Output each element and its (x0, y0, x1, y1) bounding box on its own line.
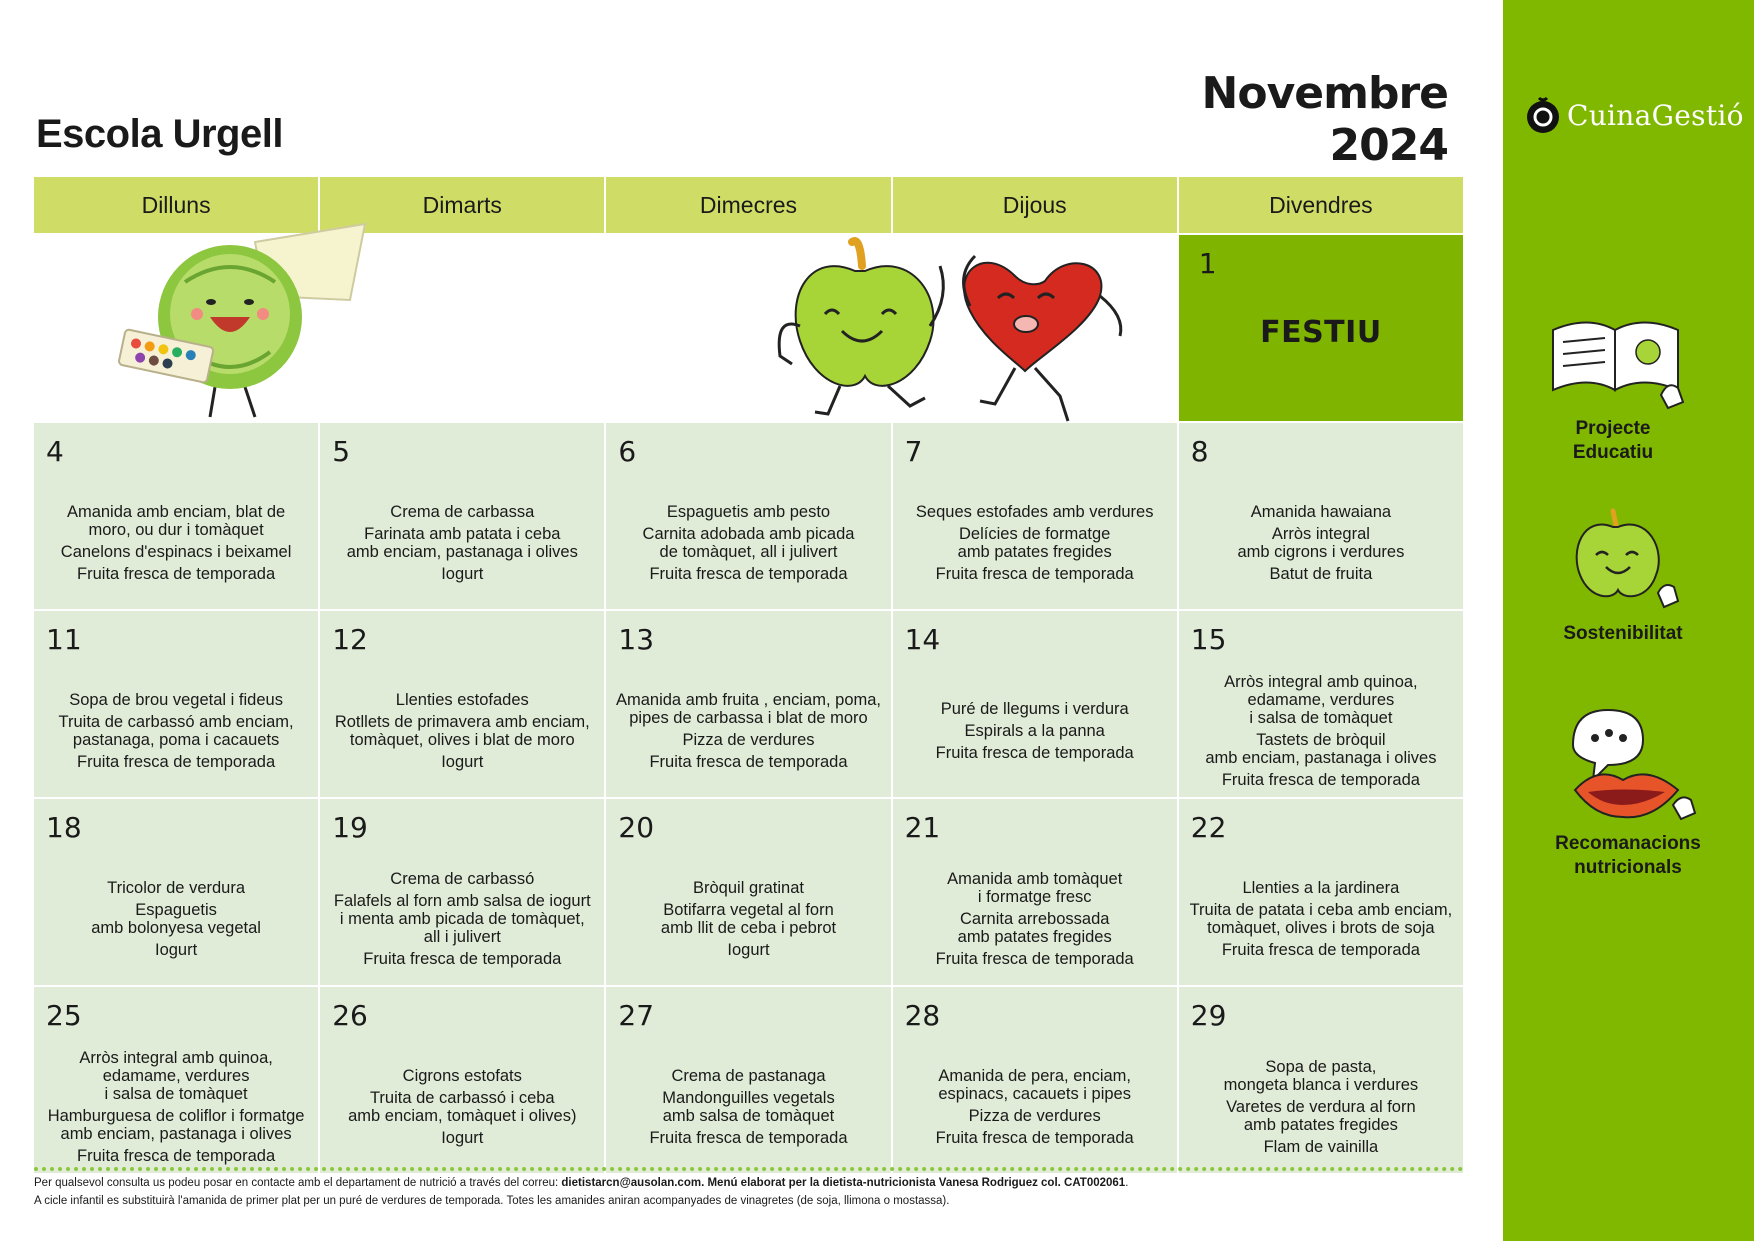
day-menu (34, 483, 318, 603)
day-cell (1179, 611, 1463, 797)
sostenibilitat-link[interactable] (1548, 505, 1698, 646)
day-menu (893, 1047, 1177, 1167)
menu-dish: Fruita fresca de temporada (935, 744, 1134, 762)
day-header-wednesday: Dimecres (606, 177, 890, 233)
day-number: 15 (1190, 623, 1227, 656)
day-menu (320, 859, 604, 979)
menu-dish: Pizza de verdures (682, 731, 815, 749)
menu-dish: Delícies de formatge amb patates fregides (957, 525, 1112, 561)
recomanacions-link[interactable] (1543, 705, 1713, 880)
menu-dish: Sopa de pasta, mongeta blanca i verdures (1223, 1058, 1419, 1094)
day-cell (320, 611, 604, 797)
projecte-label-2: Educatiu (1572, 442, 1654, 463)
day-cell (606, 423, 890, 609)
menu-dish: Tricolor de verdura (107, 879, 246, 897)
day-number: 21 (904, 811, 941, 844)
menu-dish: Rotllets de primavera amb enciam, tomàquet, olives i blat de moro (334, 713, 590, 749)
day-cell (34, 611, 318, 797)
mouth-speech-icon (1553, 705, 1703, 825)
recomanacions-label-2: nutricionals (1574, 857, 1682, 878)
day-cell (893, 799, 1177, 985)
year: 2024 (1329, 120, 1448, 171)
day-menu (320, 1047, 604, 1167)
menu-dish: Fruita fresca de temporada (649, 565, 848, 583)
footer-divider (34, 1167, 1464, 1171)
day-header-monday: Dilluns (34, 177, 318, 233)
menu-dish: Pizza de verdures (968, 1107, 1101, 1125)
day-cell (606, 987, 890, 1173)
footer-note: A cicle infantil es substituirà l'amanida de primer plat per un puré de verdures de temporada. Totes les amanides aniran acompanyades de vinagretes (de soja, llimona o mostassa). (34, 1195, 950, 1207)
day-number: 28 (904, 999, 941, 1032)
menu-dish: Amanida amb tomàquet i formatge fresc (947, 870, 1123, 906)
logo (1525, 96, 1744, 134)
day-cell (1179, 423, 1463, 609)
menu-dish: Sopa de brou vegetal i fideus (69, 691, 283, 709)
day-cell (34, 987, 318, 1173)
month-name: Novembre (1201, 68, 1448, 119)
menu-dish: Botifarra vegetal al forn amb llit de ceba i pebrot (660, 901, 837, 937)
menu-dish: Fruita fresca de temporada (649, 1129, 848, 1147)
day-number: 18 (46, 811, 82, 844)
menu-dish: Amanida de pera, enciam, espinacs, cacauets i pipes (938, 1067, 1131, 1103)
day-menu (1179, 1047, 1463, 1167)
day-cell (606, 799, 890, 985)
day-number: 20 (618, 811, 655, 844)
day-cell (320, 423, 604, 609)
menu-dish: Fruita fresca de temporada (363, 950, 562, 968)
day-number: 1 (1198, 247, 1217, 280)
menu-dish: Bròquil gratinat (693, 879, 804, 897)
menu-dish: Fruita fresca de temporada (77, 1147, 276, 1165)
sostenibilitat-label: Sostenibilitat (1563, 623, 1683, 644)
menu-dish: Fruita fresca de temporada (77, 753, 276, 771)
day-menu (606, 1047, 890, 1167)
menu-dish: Llenties a la jardinera (1242, 879, 1400, 897)
menu-dish: Truita de carbassó amb enciam, pastanaga, poma i cacauets (58, 713, 294, 749)
menu-dish: Crema de carbassó (390, 870, 535, 888)
day-number: 27 (618, 999, 655, 1032)
menu-dish: Tastets de bròquil amb enciam, pastanaga i olives (1205, 731, 1437, 767)
menu-dish: Llenties estofades (395, 691, 529, 709)
day-menu (893, 483, 1177, 603)
month-title (1202, 68, 1448, 172)
menu-dish: Fruita fresca de temporada (935, 950, 1134, 968)
day-number: 6 (618, 435, 637, 468)
menu-dish: Fruita fresca de temporada (649, 753, 848, 771)
menu-dish: Amanida hawaiana (1250, 503, 1392, 521)
menu-dish: Falafels al forn amb salsa de iogurt i menta amb picada de tomàquet, all i julivert (333, 892, 591, 946)
footer-contact-text: Per qualsevol consulta us podeu posar en contacte amb el departament de nutrició a través del correu: (34, 1177, 562, 1189)
day-cell (34, 799, 318, 985)
menu-dish: Fruita fresca de temporada (935, 1129, 1134, 1147)
day-cell (893, 987, 1177, 1173)
day-cell (34, 423, 318, 609)
day-number: 26 (332, 999, 368, 1032)
day-number: 13 (618, 623, 655, 656)
menu-dish: Espirals a la panna (964, 722, 1105, 740)
day-menu (34, 1047, 318, 1167)
day-number: 12 (332, 623, 368, 656)
menu-dish: Flam de vainilla (1263, 1138, 1379, 1156)
logo-text: CuinaGestió (1567, 98, 1744, 132)
menu-dish: Iogurt (441, 1129, 484, 1147)
menu-dish: Seques estofades amb verdures (915, 503, 1154, 521)
apple-character-icon (1558, 505, 1688, 615)
menu-dish: Varetes de verdura al forn amb patates fregides (1226, 1098, 1416, 1134)
menu-dish: Farinata amb patata i ceba amb enciam, pastanaga i olives (346, 525, 578, 561)
menu-dish: Amanida amb fruita , enciam, poma, pipes de carbassa i blat de moro (615, 691, 882, 727)
day-number: 29 (1190, 999, 1227, 1032)
menu-dish: Iogurt (154, 941, 198, 959)
day-number: 25 (46, 999, 82, 1032)
day-menu (606, 859, 890, 979)
day-menu (606, 483, 890, 603)
menu-dish: Truita de carbassó i ceba amb enciam, tomàquet i olives) (348, 1089, 577, 1125)
recomanacions-label-1: Recomanacions (1555, 833, 1701, 854)
day-menu (1179, 483, 1463, 603)
menu-dish: Espaguetis amb bolonyesa vegetal (91, 901, 261, 937)
day-cell (1179, 987, 1463, 1173)
menu-dish: Hamburguesa de coliflor i formatge amb enciam, pastanaga i olives (47, 1107, 305, 1143)
menu-dish: Puré de llegums i verdura (940, 700, 1129, 718)
day-header-friday: Divendres (1179, 177, 1463, 233)
day-menu (606, 671, 890, 791)
menu-dish: Batut de fruita (1269, 565, 1373, 583)
day-number: 11 (46, 623, 82, 656)
menu-dish: Fruita fresca de temporada (935, 565, 1134, 583)
day-cell (1179, 799, 1463, 985)
school-name: Escola Urgell (36, 112, 283, 156)
day-number: 14 (904, 623, 941, 656)
day-menu (34, 859, 318, 979)
day-menu (1179, 671, 1463, 791)
menu-dish: Fruita fresca de temporada (1221, 771, 1420, 789)
menu-dish: Carnita arrebossada amb patates fregides (957, 910, 1112, 946)
day-header-tuesday: Dimarts (320, 177, 604, 233)
sidebar (1503, 0, 1754, 1241)
book-icon (1543, 310, 1693, 410)
pot-icon (1525, 96, 1561, 134)
day-cell (320, 799, 604, 985)
menu-dish: Iogurt (727, 941, 770, 959)
footer-contact-end: . (1125, 1177, 1129, 1189)
menu-dish: Truita de patata i ceba amb enciam, tomàquet, olives i brots de soja (1189, 901, 1453, 937)
cabbage-character-icon (115, 222, 375, 422)
day-header-thursday: Dijous (893, 177, 1177, 233)
day-cell (893, 423, 1177, 609)
holiday-cell (1179, 235, 1463, 421)
day-number: 7 (904, 435, 923, 468)
menu-dish: Mandonguilles vegetals amb salsa de tomàquet (662, 1089, 835, 1125)
menu-dish: Fruita fresca de temporada (1221, 941, 1420, 959)
day-cell (606, 611, 890, 797)
day-menu (320, 671, 604, 791)
day-menu (34, 671, 318, 791)
day-cell (320, 987, 604, 1173)
projecte-educatiu-link[interactable] (1543, 310, 1683, 465)
menu-dish: Fruita fresca de temporada (77, 565, 276, 583)
day-number: 5 (332, 435, 351, 468)
menu-dish: Arròs integral amb cigrons i verdures (1237, 525, 1405, 561)
day-menu (1179, 859, 1463, 979)
day-menu (893, 671, 1177, 791)
menu-dish: Iogurt (441, 565, 484, 583)
day-number: 8 (1190, 435, 1209, 468)
menu-dish: Canelons d'espinacs i beixamel (60, 543, 292, 561)
menu-dish: Crema de carbassa (390, 503, 535, 521)
menu-dish: Cigrons estofats (402, 1067, 522, 1085)
menu-dish: Crema de pastanaga (671, 1067, 826, 1085)
menu-dish: Amanida amb enciam, blat de moro, ou dur i tomàquet (66, 503, 286, 539)
day-number: 4 (46, 435, 64, 468)
menu-dish: Carnita adobada amb picada de tomàquet, all i julivert (642, 525, 855, 561)
day-number: 22 (1190, 811, 1227, 844)
holiday-label: FESTIU (1260, 315, 1382, 350)
day-menu (320, 483, 604, 603)
day-cell (893, 611, 1177, 797)
footer-contact (34, 1177, 1128, 1189)
menu-dish: Arròs integral amb quinoa, edamame, verdures i salsa de tomàquet (1224, 673, 1418, 727)
day-number: 19 (332, 811, 368, 844)
apple-heart-characters-icon (770, 236, 1150, 426)
menu-dish: Espaguetis amb pesto (666, 503, 831, 521)
day-menu (893, 859, 1177, 979)
footer-contact-email: dietistarcn@ausolan.com. Menú elaborat per la dietista-nutricionista Vanesa Rodriguez col. CAT002061 (561, 1177, 1126, 1189)
menu-dish: Iogurt (441, 753, 484, 771)
menu-dish: Arròs integral amb quinoa, edamame, verdures i salsa de tomàquet (79, 1049, 273, 1103)
projecte-label-1: Projecte (1575, 418, 1651, 439)
